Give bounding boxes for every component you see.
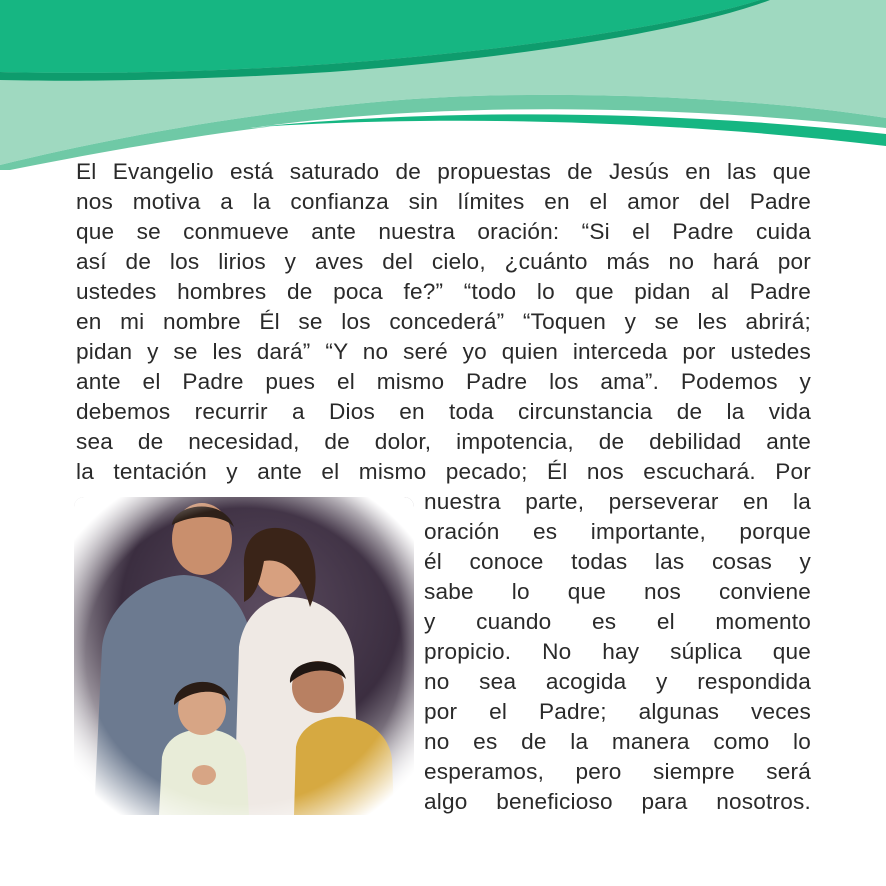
text-line: por el Padre; algunas veces — [424, 699, 811, 724]
text-line: debemos recurrir a Dios en toda circunstancia de la vida — [76, 399, 811, 424]
text-line: nos motiva a la confianza sin límites en el amor del Padre — [76, 189, 811, 214]
text-line: en mi nombre Él se los concederá” “Toquen y se les abrirá; — [76, 309, 811, 334]
text-line: así de los lirios y aves del cielo, ¿cuánto más no hará por — [76, 249, 811, 274]
text-line: sea de necesidad, de dolor, impotencia, de debilidad ante — [76, 429, 811, 454]
text-line: pidan y se les dará” “Y no seré yo quien interceda por ustedes — [76, 339, 811, 364]
text-line: la tentación y ante el mismo pecado; Él nos escuchará. Por — [76, 459, 811, 484]
text-line: esperamos, pero siempre será — [424, 759, 811, 784]
text-line: y cuando es el momento — [424, 609, 811, 634]
text-line: nuestra parte, perseverar en la — [424, 489, 811, 514]
body-paragraph-wrapped — [424, 487, 811, 817]
text-line: El Evangelio está saturado de propuestas de Jesús en las que — [76, 159, 811, 184]
text-line: no sea acogida y respondida — [424, 669, 811, 694]
text-line: propicio. No hay súplica que — [424, 639, 811, 664]
text-line: ustedes hombres de poca fe?” “todo lo que pidan al Padre — [76, 279, 811, 304]
body-paragraph-top — [76, 157, 811, 487]
text-line: sabe lo que nos conviene — [424, 579, 811, 604]
text-line: ante el Padre pues el mismo Padre los ama”. Podemos y — [76, 369, 811, 394]
header-wave-decoration — [0, 0, 886, 170]
text-line: algo beneficioso para nosotros. — [424, 789, 811, 814]
family-praying-photo — [74, 497, 414, 815]
text-line: no es de la manera como lo — [424, 729, 811, 754]
text-line: que se conmueve ante nuestra oración: “Si el Padre cuida — [76, 219, 811, 244]
text-line: él conoce todas las cosas y — [424, 549, 811, 574]
text-line: oración es importante, porque — [424, 519, 811, 544]
